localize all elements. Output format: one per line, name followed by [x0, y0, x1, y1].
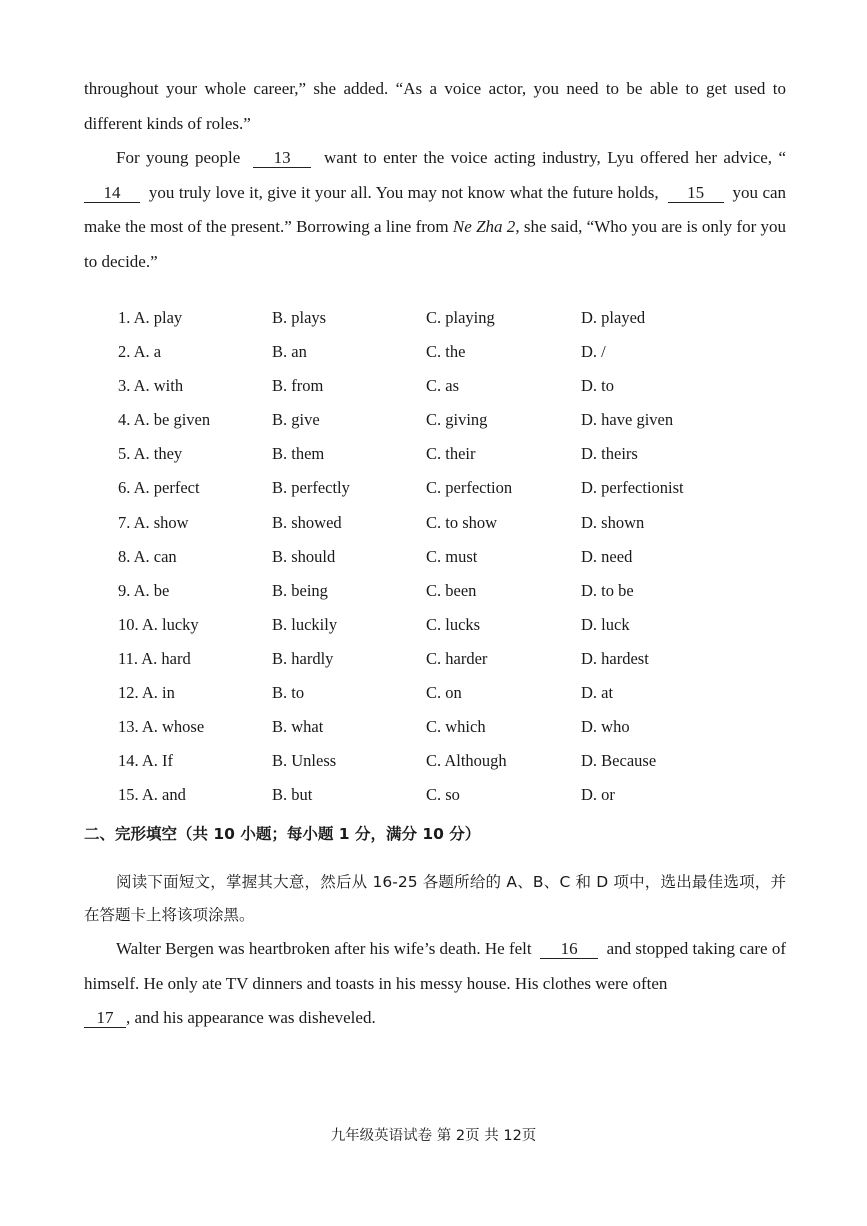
option-a: 9. A. be — [118, 580, 170, 600]
passage-text: throughout your whole career,” she added. “As a voice actor, you need to be able to get used to different kinds of roles.” — [84, 79, 786, 133]
option-d: D. played — [581, 308, 646, 327]
option-row — [118, 779, 758, 813]
option-a: 3. A. with — [118, 376, 184, 396]
option-d: D. who — [581, 717, 630, 737]
option-b: B. perfectly — [272, 478, 350, 498]
option-c: C. harder — [426, 648, 488, 668]
option-c: C. playing — [426, 308, 495, 327]
blank-14: 14 — [84, 184, 140, 203]
passage-text: you truly love it, give it your all. You may not know what the future holds, — [148, 182, 659, 202]
option-d: D. shown — [581, 512, 645, 532]
option-row — [118, 575, 758, 609]
option-d: D. or — [581, 785, 615, 805]
option-a: 5. A. they — [118, 444, 183, 464]
option-d: D. theirs — [581, 444, 638, 464]
option-b: B. from — [272, 376, 324, 396]
option-a: 10. A. lucky — [118, 614, 199, 634]
option-a: 15. A. and — [118, 785, 186, 805]
option-c: C. perfection — [426, 478, 513, 498]
option-b: B. to — [272, 683, 305, 703]
passage-text: Walter Bergen was heartbroken after his wife’s death. He felt — [116, 939, 532, 958]
option-row — [118, 438, 758, 472]
option-c: C. on — [426, 683, 462, 703]
option-a: 4. A. be given — [118, 410, 211, 430]
section-heading: 二、完形填空（共 10 小题；每小题 1 分，满分 10 分） — [84, 825, 481, 843]
option-b: B. Unless — [272, 751, 337, 771]
option-d: D. need — [581, 546, 633, 566]
option-a: 11. A. hard — [118, 648, 191, 668]
blank-15: 15 — [668, 184, 724, 203]
option-row — [118, 745, 758, 779]
option-b: B. what — [272, 717, 324, 737]
option-d: D. have given — [581, 410, 674, 430]
option-b: B. should — [272, 546, 336, 566]
answer-options-list — [118, 302, 758, 813]
option-a: 14. A. If — [118, 751, 173, 771]
option-c: C. the — [426, 342, 466, 362]
option-d: D. luck — [581, 614, 630, 634]
option-row — [118, 336, 758, 370]
option-c: C. as — [426, 376, 459, 396]
option-d: D. to be — [581, 580, 634, 600]
option-row — [118, 302, 758, 336]
passage-text: want to enter the voice acting industry, Lyu offered her advice, “ — [324, 148, 787, 167]
option-a: 6. A. perfect — [118, 478, 200, 498]
option-d: D. / — [581, 342, 606, 362]
option-d: D. Because — [581, 751, 657, 771]
option-d: D. hardest — [581, 648, 649, 668]
option-d: D. perfectionist — [581, 478, 684, 498]
option-row — [118, 609, 758, 643]
cloze-passage-paragraph — [84, 932, 786, 1036]
option-b: B. showed — [272, 512, 342, 532]
option-a: 1. A. play — [118, 308, 183, 327]
option-row — [118, 507, 758, 541]
option-b: B. an — [272, 342, 307, 362]
passage-text: , and his appearance was disheveled. — [126, 1008, 376, 1027]
option-c: C. their — [426, 444, 476, 464]
option-a: 13. A. whose — [118, 717, 205, 737]
option-a: 7. A. show — [118, 512, 189, 532]
option-c: C. to show — [426, 512, 498, 532]
option-c: C. which — [426, 717, 486, 737]
option-c: C. lucks — [426, 614, 481, 634]
option-b: B. hardly — [272, 648, 334, 668]
blank-13: 13 — [253, 149, 311, 168]
option-b: B. being — [272, 580, 328, 600]
option-b: B. luckily — [272, 614, 338, 634]
option-a: 8. A. can — [118, 546, 177, 566]
film-title: Ne Zha 2 — [452, 217, 516, 236]
option-c: C. Although — [426, 751, 507, 771]
option-b: B. give — [272, 410, 320, 430]
option-row — [118, 404, 758, 438]
option-row — [118, 370, 758, 404]
option-c: C. so — [426, 785, 460, 805]
option-c: C. giving — [426, 410, 488, 430]
passage-text: For young people — [116, 148, 241, 167]
option-a: 12. A. in — [118, 683, 175, 703]
option-row — [118, 643, 758, 677]
option-row — [118, 677, 758, 711]
passage-text: , she said, “Who you are is only for you to decide.” — [84, 217, 787, 271]
option-row — [118, 541, 758, 575]
passage-paragraph-1 — [84, 72, 786, 141]
option-b: B. them — [272, 444, 325, 464]
option-d: D. at — [581, 683, 614, 703]
option-a: 2. A. a — [118, 342, 162, 362]
passage-text: and stopped taking care of himself. He only ate TV dinners and toasts in his messy house. His clothes were often — [84, 939, 786, 993]
passage-paragraph-2 — [84, 141, 786, 279]
option-row — [118, 472, 758, 506]
option-c: C. been — [426, 580, 477, 600]
section-instructions: 阅读下面短文，掌握其大意，然后从 16-25 各题所给的 A、B、C 和 D 项中，选出最佳选项，并在答题卡上将该项涂黑。 — [84, 873, 786, 924]
page-footer: 九年级英语试卷 第 2页 共 12页 — [330, 1128, 537, 1144]
option-row — [118, 711, 758, 745]
blank-17: 17 — [84, 1009, 126, 1028]
passage-text: you can make the most of the present.” Borrowing a line from — [84, 182, 787, 236]
option-b: B. but — [272, 785, 313, 805]
option-d: D. to — [581, 376, 614, 396]
option-b: B. plays — [272, 308, 327, 327]
blank-16: 16 — [540, 940, 598, 959]
option-c: C. must — [426, 546, 478, 566]
